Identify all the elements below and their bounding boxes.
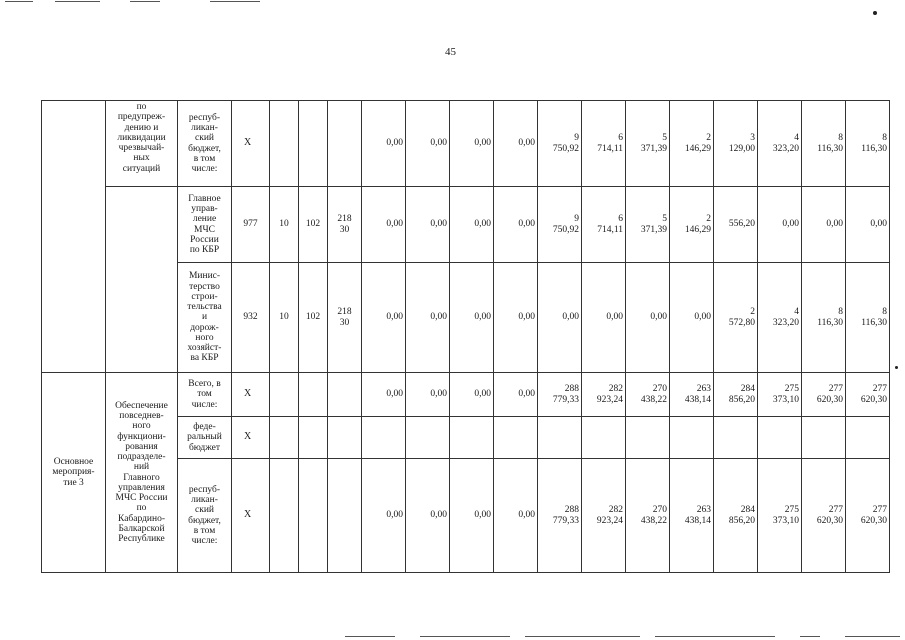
- rz-cell: 10: [270, 187, 299, 263]
- scan-mark-bottom-1: [345, 636, 395, 637]
- value-cell: 0,00: [362, 263, 406, 373]
- value-cell: 4 323,20: [758, 101, 802, 187]
- value-cell: 0,00: [450, 263, 494, 373]
- value-cell: [406, 417, 450, 459]
- value-cell: [758, 417, 802, 459]
- value-cell: 263 438,14: [670, 373, 714, 417]
- value-cell: 0,00: [450, 187, 494, 263]
- section-cell: [42, 101, 106, 373]
- value-cell: 0,00: [362, 101, 406, 187]
- event-name-cell: [106, 187, 178, 373]
- grbs-cell: X: [232, 373, 270, 417]
- pr-cell: [299, 417, 328, 459]
- value-cell: 288 779,33: [538, 459, 582, 573]
- value-cell: 0,00: [494, 187, 538, 263]
- value-cell: 6 714,11: [582, 101, 626, 187]
- csr-cell: 218 30: [328, 263, 362, 373]
- value-cell: 0,00: [494, 373, 538, 417]
- value-cell: 0,00: [406, 101, 450, 187]
- table-row: [42, 373, 890, 417]
- funding-source-cell: Минис- терство строи- тельства и дорож- ного хозяйст- ва КБР: [178, 263, 232, 373]
- pr-cell: [299, 373, 328, 417]
- pr-cell: 102: [299, 263, 328, 373]
- pr-cell: [299, 459, 328, 573]
- value-cell: [494, 417, 538, 459]
- pr-cell: 102: [299, 187, 328, 263]
- rz-cell: [270, 417, 299, 459]
- value-cell: 0,00: [450, 101, 494, 187]
- value-cell: 277 620,30: [846, 373, 890, 417]
- grbs-cell: 932: [232, 263, 270, 373]
- value-cell: 275 373,10: [758, 459, 802, 573]
- rz-cell: [270, 101, 299, 187]
- value-cell: 0,00: [406, 263, 450, 373]
- scan-mark-bottom-6: [845, 636, 900, 637]
- rz-cell: 10: [270, 263, 299, 373]
- value-cell: 0,00: [582, 263, 626, 373]
- scan-mark-bottom-2: [420, 636, 510, 637]
- value-cell: 0,00: [494, 459, 538, 573]
- scan-mark-bottom-5: [800, 636, 820, 637]
- grbs-cell: X: [232, 417, 270, 459]
- value-cell: 8 116,30: [802, 101, 846, 187]
- scan-dot-2: [895, 366, 898, 369]
- value-cell: 263 438,14: [670, 459, 714, 573]
- table-row: [42, 101, 890, 187]
- value-cell: 9 750,92: [538, 101, 582, 187]
- section-cell: Основное мероприя- тие 3: [42, 373, 106, 573]
- scan-mark-bottom-4: [655, 636, 775, 637]
- value-cell: [714, 417, 758, 459]
- value-cell: 0,00: [494, 263, 538, 373]
- budget-table: [41, 100, 890, 573]
- value-cell: [846, 417, 890, 459]
- rz-cell: [270, 459, 299, 573]
- grbs-cell: 977: [232, 187, 270, 263]
- csr-cell: [328, 373, 362, 417]
- value-cell: 284 856,20: [714, 373, 758, 417]
- value-cell: 282 923,24: [582, 459, 626, 573]
- value-cell: 277 620,30: [802, 373, 846, 417]
- scan-mark-top-4: [210, 1, 260, 2]
- funding-source-cell: респуб- ликан- ский бюджет, в том числе:: [178, 459, 232, 573]
- value-cell: 282 923,24: [582, 373, 626, 417]
- value-cell: 0,00: [450, 373, 494, 417]
- event-name-cell: по предупреж- дению и ликвидации чрезвычай- ных ситуаций: [106, 101, 178, 187]
- event-name-cell: Обеспечение повседнев- ного функциони- рования подразделе- ний Главного управления МЧС России по Кабардино- Балкарской Республике: [106, 373, 178, 573]
- page-number: 45: [445, 46, 456, 58]
- value-cell: 0,00: [450, 459, 494, 573]
- funding-source-cell: Главное управ- ление МЧС России по КБР: [178, 187, 232, 263]
- value-cell: 270 438,22: [626, 459, 670, 573]
- value-cell: 2 572,80: [714, 263, 758, 373]
- value-cell: 3 129,00: [714, 101, 758, 187]
- funding-source-cell: феде- ральный бюджет: [178, 417, 232, 459]
- value-cell: [362, 417, 406, 459]
- value-cell: [670, 417, 714, 459]
- scan-mark-top-1: [5, 1, 33, 2]
- value-cell: 0,00: [494, 101, 538, 187]
- value-cell: 9 750,92: [538, 187, 582, 263]
- value-cell: 275 373,10: [758, 373, 802, 417]
- pr-cell: [299, 101, 328, 187]
- value-cell: 0,00: [802, 187, 846, 263]
- value-cell: 0,00: [406, 459, 450, 573]
- value-cell: 2 146,29: [670, 187, 714, 263]
- csr-cell: 218 30: [328, 187, 362, 263]
- value-cell: 2 146,29: [670, 101, 714, 187]
- value-cell: 277 620,30: [846, 459, 890, 573]
- value-cell: 270 438,22: [626, 373, 670, 417]
- value-cell: 0,00: [670, 263, 714, 373]
- value-cell: [450, 417, 494, 459]
- value-cell: 0,00: [406, 373, 450, 417]
- scan-mark-top-3: [130, 1, 160, 2]
- value-cell: [582, 417, 626, 459]
- value-cell: 0,00: [626, 263, 670, 373]
- value-cell: [802, 417, 846, 459]
- value-cell: 0,00: [362, 373, 406, 417]
- value-cell: 4 323,20: [758, 263, 802, 373]
- value-cell: 6 714,11: [582, 187, 626, 263]
- value-cell: 0,00: [362, 459, 406, 573]
- value-cell: 0,00: [362, 187, 406, 263]
- value-cell: 0,00: [846, 187, 890, 263]
- table-row: [42, 187, 890, 263]
- value-cell: 277 620,30: [802, 459, 846, 573]
- value-cell: 5 371,39: [626, 101, 670, 187]
- value-cell: [538, 417, 582, 459]
- grbs-cell: X: [232, 101, 270, 187]
- value-cell: 5 371,39: [626, 187, 670, 263]
- csr-cell: [328, 417, 362, 459]
- value-cell: 8 116,30: [802, 263, 846, 373]
- value-cell: 8 116,30: [846, 263, 890, 373]
- funding-source-cell: Всего, в том числе:: [178, 373, 232, 417]
- value-cell: 0,00: [758, 187, 802, 263]
- rz-cell: [270, 373, 299, 417]
- value-cell: 284 856,20: [714, 459, 758, 573]
- value-cell: 0,00: [406, 187, 450, 263]
- value-cell: 556,20: [714, 187, 758, 263]
- scan-mark-bottom-3: [525, 636, 640, 637]
- grbs-cell: X: [232, 459, 270, 573]
- funding-source-cell: респуб- ликан- ский бюджет, в том числе:: [178, 101, 232, 187]
- csr-cell: [328, 459, 362, 573]
- csr-cell: [328, 101, 362, 187]
- value-cell: 8 116,30: [846, 101, 890, 187]
- value-cell: 0,00: [538, 263, 582, 373]
- value-cell: 288 779,33: [538, 373, 582, 417]
- scan-mark-top-2: [55, 1, 100, 2]
- scan-dot-1: [873, 11, 877, 15]
- value-cell: [626, 417, 670, 459]
